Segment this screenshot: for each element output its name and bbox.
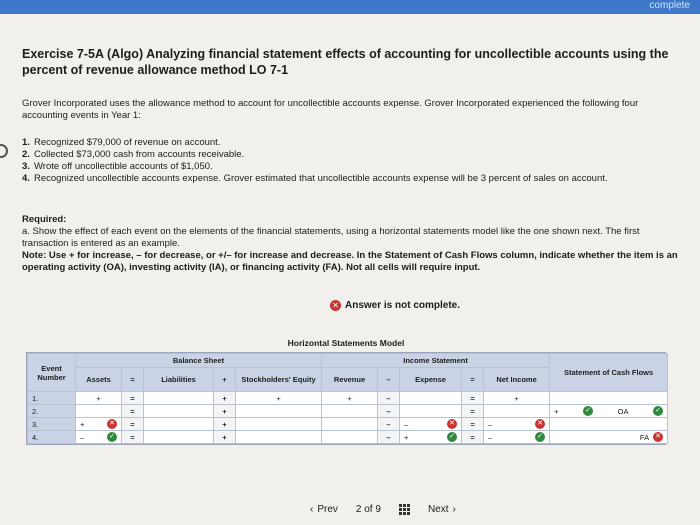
- expense-input[interactable]: [400, 405, 462, 418]
- table-row: 1. + = + + + – = +: [28, 392, 668, 405]
- col-event: Event Number: [28, 354, 76, 392]
- revenue-input[interactable]: [322, 431, 378, 444]
- equity-input[interactable]: [236, 431, 322, 444]
- grid-icon[interactable]: [399, 504, 410, 515]
- group-balance-sheet: Balance Sheet: [76, 354, 322, 368]
- assets-input[interactable]: + ✕: [76, 418, 122, 431]
- revenue-input[interactable]: +: [322, 392, 378, 405]
- net-income-input[interactable]: – ✓: [484, 431, 550, 444]
- correct-icon: ✓: [107, 432, 117, 442]
- correct-icon: ✓: [583, 406, 593, 416]
- liabilities-input[interactable]: [144, 431, 214, 444]
- incomplete-icon: ✕: [330, 300, 341, 311]
- prev-button[interactable]: ‹ Prev: [310, 504, 338, 515]
- next-button[interactable]: Next ›: [427, 504, 456, 515]
- group-income-statement: Income Statement: [322, 354, 550, 368]
- col-minus: –: [378, 368, 400, 392]
- liabilities-input[interactable]: [144, 418, 214, 431]
- liabilities-input[interactable]: [144, 392, 214, 405]
- revenue-input[interactable]: [322, 418, 378, 431]
- page: [0, 14, 700, 525]
- correct-icon: ✓: [653, 406, 663, 416]
- required-label: Required:: [22, 214, 67, 225]
- side-marker: [0, 144, 8, 158]
- col-expense: Expense: [400, 368, 462, 392]
- col-eq1: =: [122, 368, 144, 392]
- incorrect-icon: ✕: [653, 432, 663, 442]
- list-item: 3. Wrote off uncollectible accounts of $1,050.: [22, 161, 213, 172]
- list-item: 4. Recognized uncollectible accounts expense. Grover estimated that uncollectible accounts expense will be 3 percent of sales on account.: [22, 173, 608, 184]
- net-income-input[interactable]: +: [484, 392, 550, 405]
- chevron-right-icon: ›: [452, 504, 456, 515]
- table-row: 3. + ✕ = + – – ✕ = – ✕: [28, 418, 668, 431]
- col-equity: Stockholders' Equity: [236, 368, 322, 392]
- cash-flows-input[interactable]: [550, 418, 668, 431]
- incorrect-icon: ✕: [107, 419, 117, 429]
- top-banner: [0, 0, 700, 14]
- assets-input[interactable]: [76, 405, 122, 418]
- assets-input[interactable]: – ✓: [76, 431, 122, 444]
- equity-input[interactable]: +: [236, 392, 322, 405]
- event-list: [22, 137, 682, 185]
- net-income-input[interactable]: [484, 405, 550, 418]
- page-title: Exercise 7-5A (Algo) Analyzing financial statement effects of accounting for uncollectible accounts using the percent of revenue allowance method LO 7-1: [22, 47, 669, 77]
- required-note: Note: Use + for increase, – for decrease, or +/– for increase and decrease. In the Statement of Cash Flows column, indicate whether the item is an operating activity (OA), investing activity (IA), or financing activity (FA). Not all cells will require input.: [22, 250, 678, 273]
- list-item: 2. Collected $73,000 cash from accounts receivable.: [22, 149, 245, 160]
- col-eq2: =: [462, 368, 484, 392]
- answer-status: ✕ Answer is not complete.: [330, 300, 460, 311]
- cash-flows-input[interactable]: FA ✕: [550, 431, 668, 444]
- banner-text: complete: [649, 0, 690, 11]
- correct-icon: ✓: [535, 432, 545, 442]
- table-row: 2. = + – = + ✓ OA ✓: [28, 405, 668, 418]
- col-revenue: Revenue: [322, 368, 378, 392]
- required-section: [22, 214, 682, 274]
- page-indicator: 2 of 9: [355, 504, 381, 515]
- expense-input[interactable]: – ✕: [400, 418, 462, 431]
- group-cash-flows: Statement of Cash Flows: [550, 354, 668, 392]
- cash-flows-input[interactable]: [550, 392, 668, 405]
- equity-input[interactable]: [236, 418, 322, 431]
- list-item: 1. Recognized $79,000 of revenue on account.: [22, 137, 221, 148]
- pagination: [310, 504, 456, 515]
- equity-input[interactable]: [236, 405, 322, 418]
- col-assets: Assets: [76, 368, 122, 392]
- col-plus: +: [214, 368, 236, 392]
- chevron-left-icon: ‹: [310, 504, 314, 515]
- intro-text: Grover Incorporated uses the allowance method to account for uncollectible accounts expense. Grover Incorporated experienced the following four accounting events in Year 1:: [22, 98, 639, 121]
- net-income-input[interactable]: – ✕: [484, 418, 550, 431]
- incorrect-icon: ✕: [447, 419, 457, 429]
- table-row: 4. – ✓ = + – + ✓ = – ✓ FA ✕: [28, 431, 668, 444]
- expense-input[interactable]: + ✓: [400, 431, 462, 444]
- cash-flows-input[interactable]: + ✓ OA ✓: [550, 405, 668, 418]
- horizontal-statements-table: [26, 352, 666, 445]
- liabilities-input[interactable]: [144, 405, 214, 418]
- incorrect-icon: ✕: [535, 419, 545, 429]
- col-liabilities: Liabilities: [144, 368, 214, 392]
- model-title: Horizontal Statements Model: [287, 338, 405, 348]
- required-part-a: a. Show the effect of each event on the elements of the financial statements, using a horizontal statements model like the one shown next. The first transaction is entered as an example.: [22, 226, 640, 249]
- expense-input[interactable]: [400, 392, 462, 405]
- correct-icon: ✓: [447, 432, 457, 442]
- revenue-input[interactable]: [322, 405, 378, 418]
- col-net-income: Net Income: [484, 368, 550, 392]
- assets-input[interactable]: +: [76, 392, 122, 405]
